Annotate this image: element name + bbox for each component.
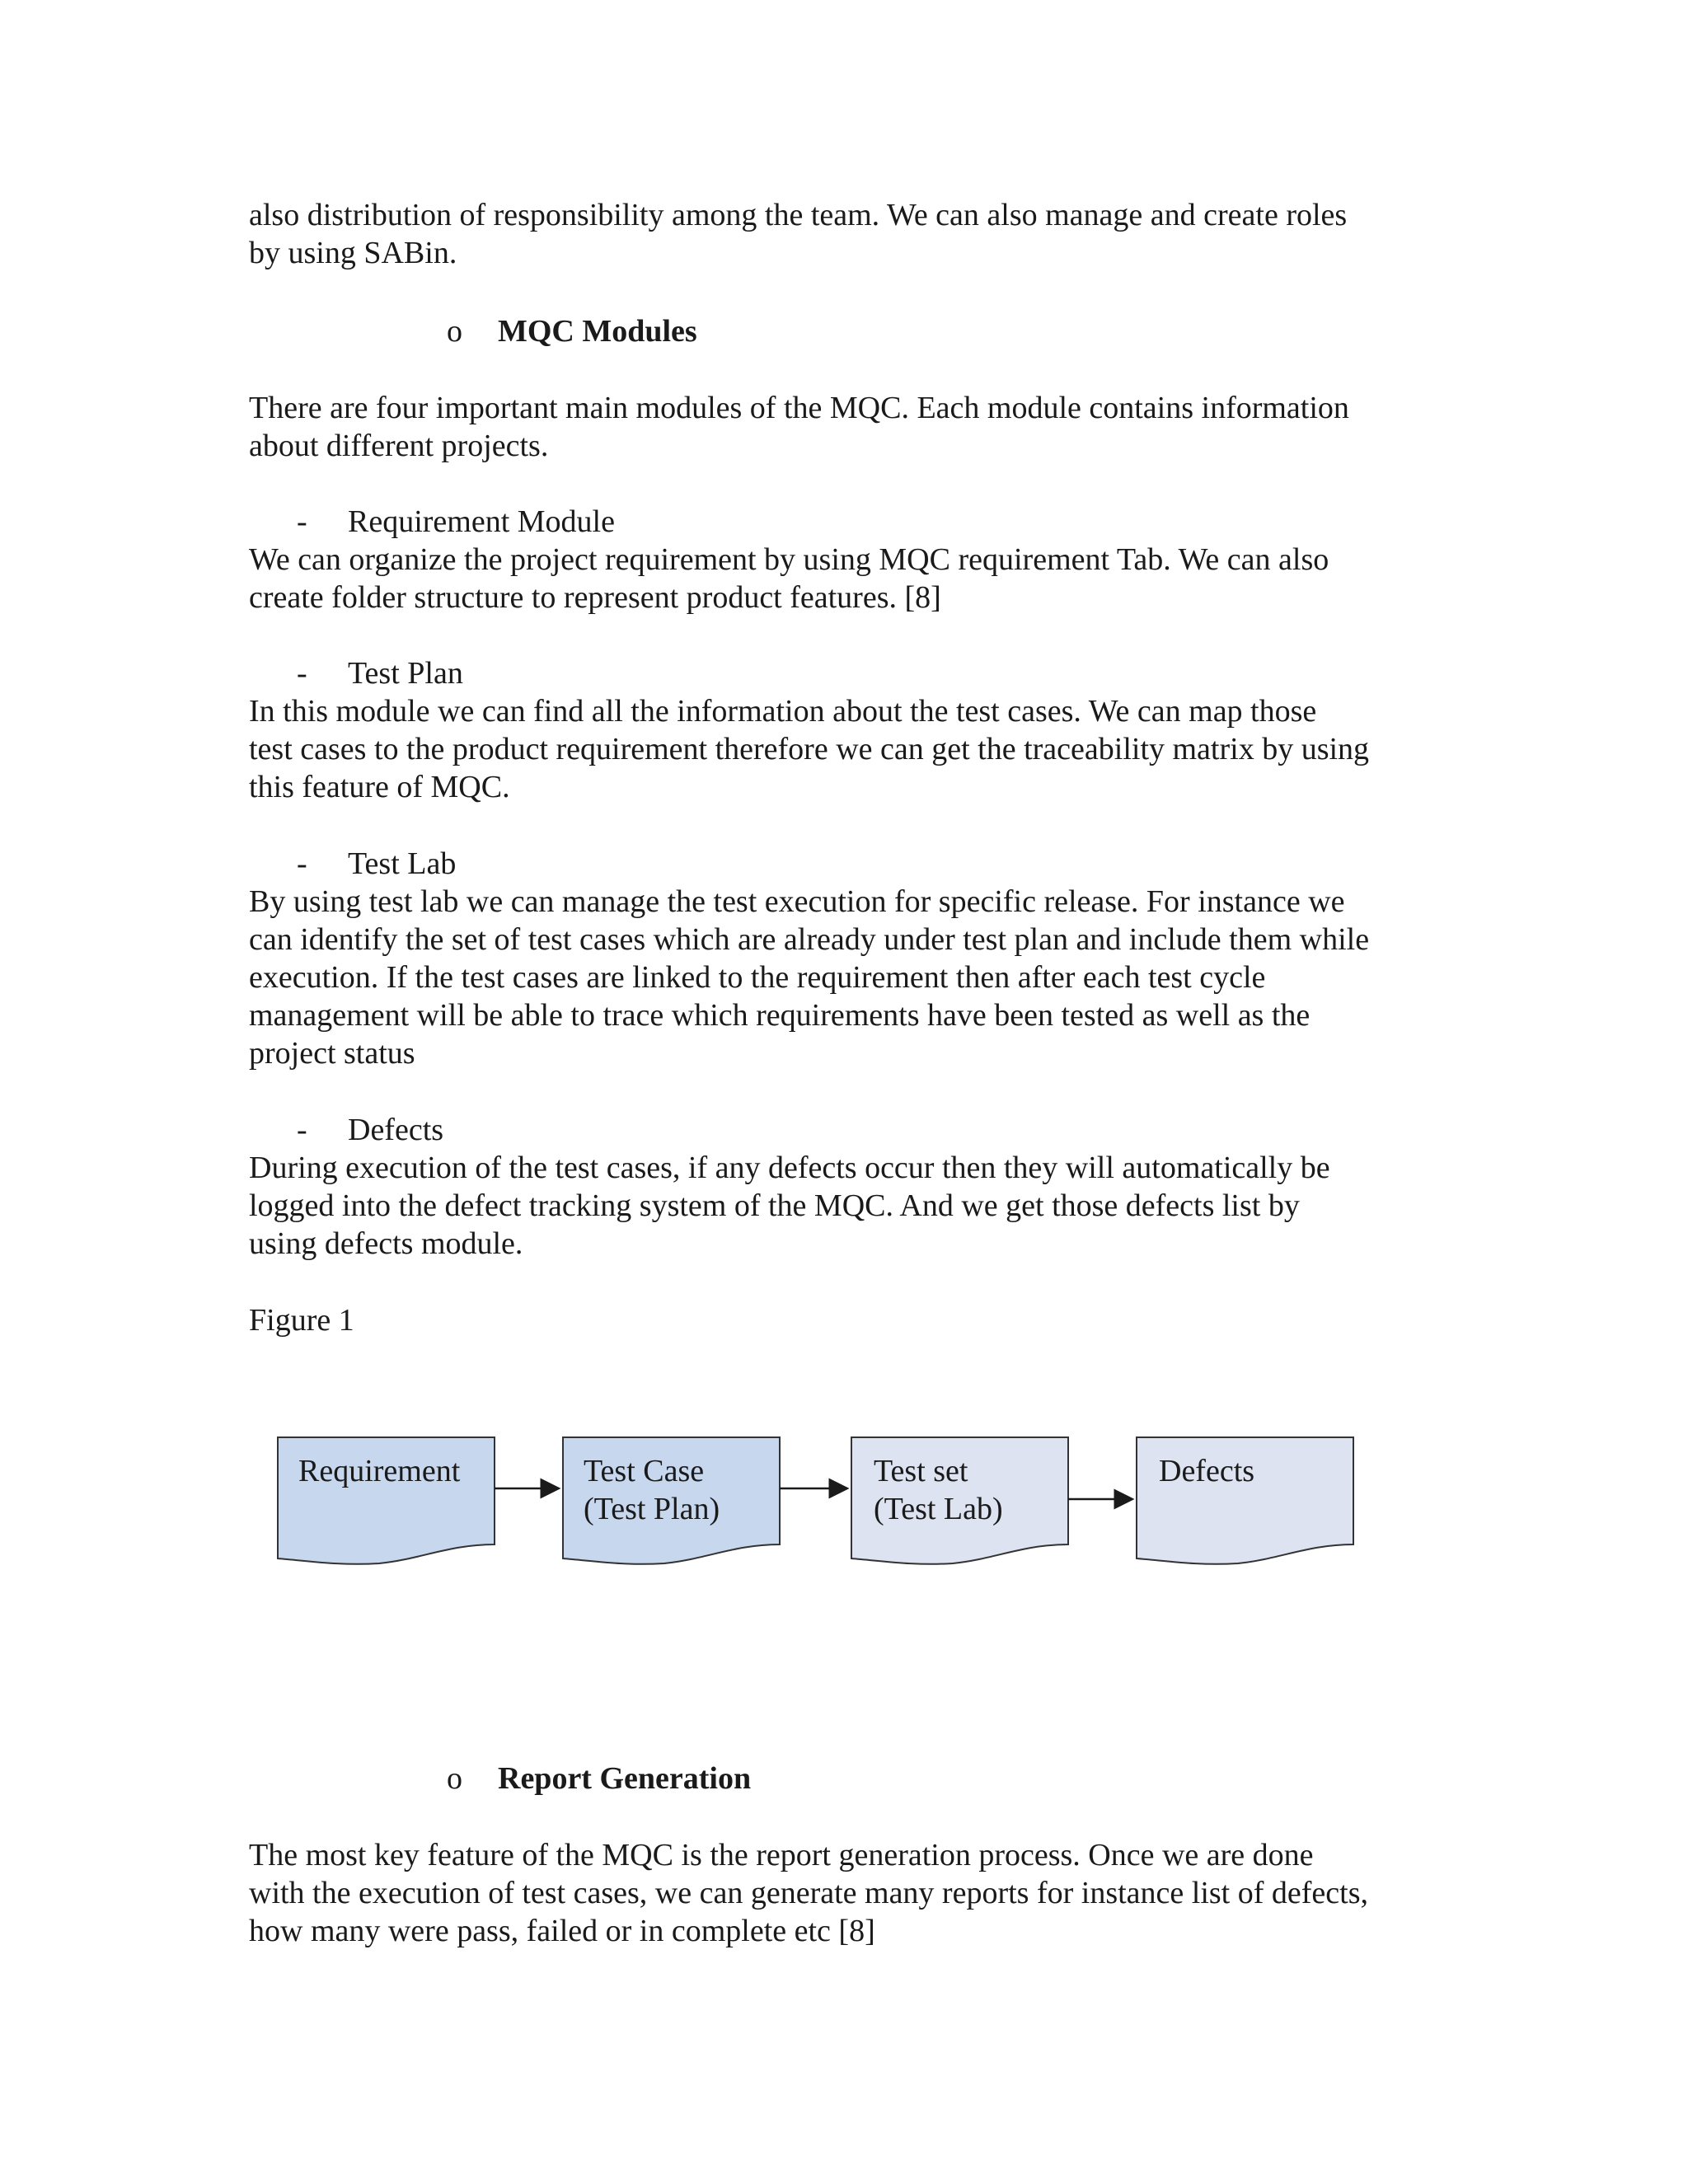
paragraph-test-lab: By using test lab we can manage the test execution for specific release. For instance we can identify the set of test cases which are already under test plan and include them while execution. If the test cases are linked to the requirement then after each test cycle management will be able to trace which requirements have been tested as well as the project status <box>249 884 1370 1071</box>
box-label-test-set: Test set <box>874 1454 968 1488</box>
paragraph-test-plan: In this module we can find all the information about the test cases. We can map those test cases to the product requirement therefore we can get the traceability matrix by using this feature of MQC. <box>249 694 1370 804</box>
flow-box-defects <box>1137 1437 1353 1564</box>
bullet-circle-icon: o <box>447 314 462 349</box>
dash-bullet: - <box>297 846 307 881</box>
figure-caption: Figure 1 <box>249 1303 354 1338</box>
paragraph-report-generation: The most key feature of the MQC is the report generation process. Once we are done with the execution of test cases, we can generate many reports for instance list of defects, how many were pass, failed or in complete etc [8] <box>249 1838 1368 1948</box>
box-label-defects: Defects <box>1159 1454 1255 1488</box>
subhead-requirement-module: Requirement Module <box>348 504 615 539</box>
paragraph-roles: also distribution of responsibility among the team. We can also manage and create roles by using SABin. <box>249 198 1348 270</box>
subhead-defects: Defects <box>348 1113 444 1147</box>
paragraph-modules-intro: There are four important main modules of the MQC. Each module contains information about different projects. <box>249 391 1349 463</box>
heading-mqc-modules: MQC Modules <box>498 314 697 349</box>
box-label-requirement: Requirement <box>298 1454 461 1488</box>
box-label-test-lab: (Test Lab) <box>874 1492 1003 1526</box>
paragraph-defects: During execution of the test cases, if any defects occur then they will automatically be logged into the defect tracking system of the MQC. And we get those defects list by using defects module. <box>249 1151 1330 1261</box>
subhead-test-lab: Test Lab <box>348 846 457 881</box>
dash-bullet: - <box>297 1113 307 1147</box>
flow-box-requirement <box>278 1437 495 1564</box>
flow-box-test-set <box>851 1437 1068 1564</box>
bullet-circle-icon: o <box>447 1761 462 1796</box>
module-flow-diagram <box>264 1426 1376 1591</box>
box-label-test-case: Test Case <box>584 1454 705 1488</box>
flow-box-test-case <box>563 1437 780 1564</box>
box-label-test-plan: (Test Plan) <box>584 1492 720 1526</box>
subhead-test-plan: Test Plan <box>348 656 463 691</box>
paragraph-requirement-module: We can organize the project requirement by using MQC requirement Tab. We can also create folder structure to represent product features. [8] <box>249 542 1329 615</box>
dash-bullet: - <box>297 656 307 691</box>
heading-report-generation: Report Generation <box>498 1761 752 1796</box>
dash-bullet: - <box>297 504 307 539</box>
